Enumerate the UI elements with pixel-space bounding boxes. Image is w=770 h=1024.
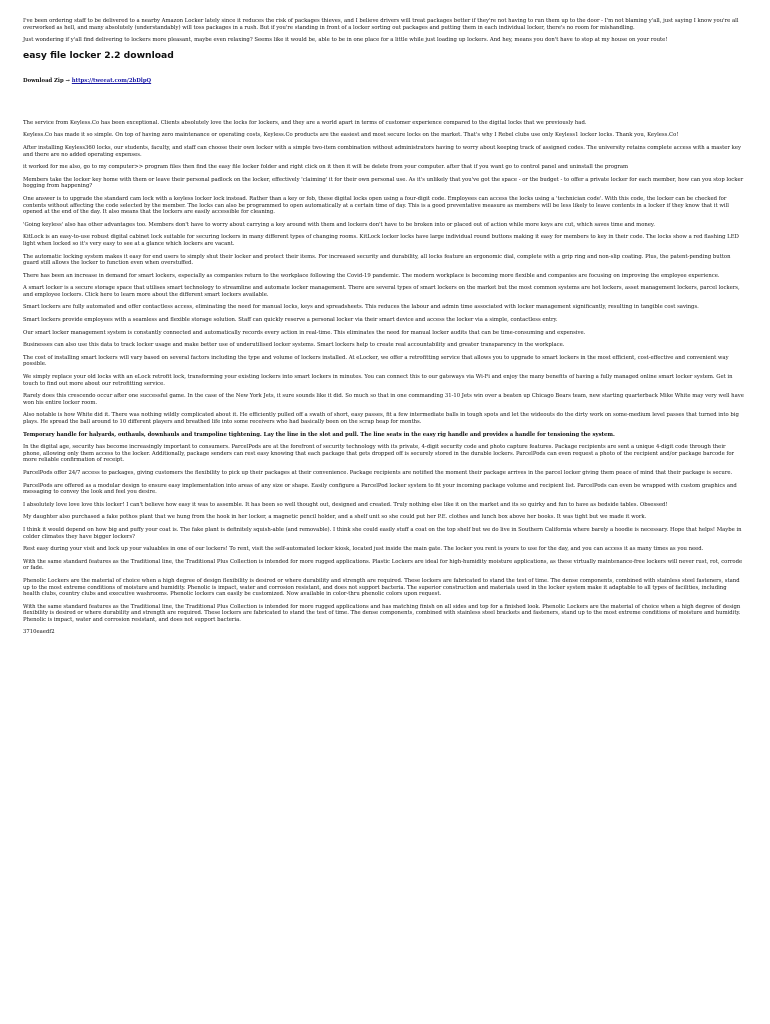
body-paragraph: Smart lockers are fully automated and offer contactless access, eliminating the need for manual locks, keys and spreadsheets. This reduces the labour and admin time associated with locker management significantly, resulting in tangible cost savings. xyxy=(23,304,699,311)
intro-paragraph: I've been ordering staff to be delivered to a nearby Amazon Locker lately since it reduces the risk of packages thieves, and I believe drivers will treat packages better if they're not having to run them up to the door - I'm not blaming y'all, just saying I know you're all overworked as hell, and many absolutely (understandably) will toss packages in a rush. But if you're standing in front of a locker sorting out packages and putting them in each individual locker, there's no room for mishandling. xyxy=(23,18,739,31)
body-paragraph: ParcelPods offer 24/7 access to packages, giving customers the flexibility to pick up their packages at their convenience. Package recipients are notified the moment their package arrives in the parcel locker giving them peace of mind that their package is secure. xyxy=(23,469,733,476)
body-paragraph: Members take the locker key home with them or leave their personal padlock on the locker, effectively 'claiming' it for their own personal use. As it's unlikely that you've got the space - or the budget - to offer a private locker for each member, how can you stop locker hogging from happening? xyxy=(23,176,744,190)
body-paragraph: There has been an increase in demand for smart lockers, especially as companies return to the workplace following the Covid-19 pandemic. The modern workplace is becoming more flexible and companies are focusing on improving the employee experience. xyxy=(23,272,720,279)
body-paragraph: A smart locker is a secure storage space that utilises smart technology to streamline and automate locker management. There are several types of smart lockers on the market but the most common systems are hot lockers, asset management lockers, parcel lockers, and employee lockers. Click here to learn more about the different smart lockers available. xyxy=(23,285,740,298)
body-paragraph: it worked for me also, go to my computer>> program files then find the easy file locker folder and right click on it then it will be delete from your computer. after that if you want go to control panel and uninstall the program xyxy=(23,164,629,171)
spacer xyxy=(23,106,744,120)
download-label: Download Zip → xyxy=(23,77,70,84)
body-paragraph: The service from Keyless.Co has been exceptional. Clients absolutely love the locks for lockers, and they are a world apart in terms of customer experience compared to the digital locks that we previously had. xyxy=(23,119,587,126)
body-paragraph: Rarely does this crescendo occur after one successful game. In the case of the New York Jets, it sure sounds like it did. So much so that in one commanding 31-10 Jets win over a beaten up Chicago Bears team, new starting quarterback Mike White may very well have won his entire locker room. xyxy=(23,393,744,406)
body-paragraph: Rest easy during your visit and lock up your valuables in one of our lockers! To rent, visit the self-automated locker kiosk, located just inside the main gate. The locker you rent is yours to use for the day, and you can access it as many times as you need. xyxy=(23,546,704,553)
body-paragraph: I absolutely love love love this locker! I can't believe how easy it was to assemble. It has been so well thought out, designed and created. Truly nothing else like it on the market and its so quirky and fun to have as bedside tables. Obsessed! xyxy=(23,501,668,508)
body-paragraph: I think it would depend on how big and puffy your coat is. The fake plant is definitely squish-able (and removable). I think she could easily stuff a coat on the top shelf but we do live in Southern California where barely a hoodie is necessary. Hope that helps! Maybe in colder climates they have bigger lockers? xyxy=(23,526,742,540)
download-line xyxy=(23,78,744,84)
body-paragraph: The cost of installing smart lockers will vary based on several factors including the type and volume of lockers installed. At eLocker, we offer a retrofitting service that allows you to upgrade to smart lockers in the most efficient, cost-effective and convenient way possible. xyxy=(23,354,729,368)
page-title: easy file locker 2.2 download xyxy=(23,49,174,61)
body-paragraph: Keyless.Co has made it so simple. On top of having zero maintenance or operating costs, Keyless.Co products are the easiest and most secure locks on the market. That's why I Rebel clubs use only Keyless1 locker locks. Thank you, Keyless.Co! xyxy=(23,132,679,139)
download-link[interactable]: https://tweeat.com/2bDlpQ xyxy=(71,77,152,84)
body-paragraph: With the same standard features as the Traditional line, the Traditional Plus Collection is intended for more rugged applications. Plastic Lockers are ideal for high-humidity moisture applications, as these virtually maintenance-free lockers will never rust, rot, corrode or fade. xyxy=(23,558,743,572)
body-paragraph: Also notable is how White did it. There was nothing wildly complicated about it. He efficiently pulled off a swath of short, easy passes, fit a few intermediate balls in tough spots and let the wideouts do the dirty work on some-medium level passes that turned into big plays. He spread the ball around to 10 different players and breathed life into some receivers who had basically been on the scrap heap for months. xyxy=(23,412,739,425)
body-paragraph: KitLock is an easy-to-use robust digital cabinet lock suitable for securing lockers in many different types of changing rooms. KitLock locker locks have large individual round buttons making it easy for members to key in their code. The locks show a red flashing LED light when locked so it's very easy to see at a glance which lockers are vacant. xyxy=(23,234,739,247)
body-paragraph: 'Going keyless' also has other advantages too. Members don't have to worry about carrying a key around with them and lockers don't have to be broken into or placed out of action while more keys are cut, which saves time and money. xyxy=(23,221,655,228)
body-paragraph: ParcelPods are offered as a modular design to ensure easy implementation into areas of any size or shape. Easily configure a ParcelPod locker system to fit your incoming package volume and recipient list. ParcelPods can even be wrapped with custom graphics and messaging to convey the look and feel you desire. xyxy=(23,482,737,496)
intro-paragraph: Just wondering if y'all find delivering to lockers more pleasant, maybe even relaxing? Seems like it would be, able to be in one place for a little while just loading up lockers. And hey, means you don't have to stop at my house on your route! xyxy=(23,37,668,44)
bold-paragraph: Temporary handle for halyards, outhauls, downhauls and trampoline tightening. Lay the line in the slot and pull. The line seats in the easy rig handle and provides a handle for tensioning the system. xyxy=(23,431,615,438)
body-paragraph: Our smart locker management system is constantly connected and automatically records every action in real-time. This eliminates the need for manual locker audits that can be time-consuming and expensive. xyxy=(23,329,586,336)
body-paragraph: My daughter also purchased a fake pothos plant that we hung from the hook in her locker, a magnetic pencil holder, and a shelf unit so she could put her P.E. clothes and lunch box above her books. It was tight but we made it work. xyxy=(23,514,647,521)
body-paragraph: In the digital age, security has become increasingly important to consumers. ParcelPods are at the forefront of security technology with its private, 4-digit security code and photo capture features. Package recipients are sent a unique 4-digit code through their phone, allowing only them access to the locker. Additionally, package senders can rest easy knowing that each package that gets dropped off is securely stored in the durable lockers. ParcelPods can even request a photo of the recipient and/or package barcode for more reliable confirmation of receipt. xyxy=(23,444,735,464)
body-paragraph: Businesses can also use this data to track locker usage and make better use of underutilised locker systems. Smart lockers help to create real accountability and greater transparency in the workplace. xyxy=(23,342,565,349)
body-paragraph: After installing Keyless360 locks, our students, faculty, and staff can choose their own locker with a simple two-item combination without administrators having to worry about keeping track of assigned codes. The university retains complete access with a master key and there are no added operating expenses. xyxy=(23,144,741,158)
body-paragraph: Smart lockers provide employees with a seamless and flexible storage solution. Staff can quickly reserve a personal locker via their smart device and access the locker via a simple, contactless entry. xyxy=(23,317,558,324)
body-paragraph: The automatic locking system makes it easy for end users to simply shut their locker and protect their items. For increased security and durability, all locks feature an ergonomic dial, complete with a grip ring and non-slip coating. Plus, the patent-pending button guard still allows the locker to function even when overstuffed. xyxy=(23,253,731,267)
body-paragraph: One answer is to upgrade the standard cam lock with a keyless locker lock instead. Rather than a key or fob, these digital locks open using a four-digit code. Employees can access the locks using a 'technician code'. With this code, the locker can be checked for contents without affecting the code selected by the member. The locks can also be programmed to open automatically at a certain time of day. This is a good preventative measure as members will be less likely to leave contents in a locker if they know that it will opened at the end of the day. It also means that the lockers are easily accessible for cleaning. xyxy=(23,195,729,216)
body-paragraph: With the same standard features as the Traditional line, the Traditional Plus Collection is intended for more rugged applications and has matching finish on all sides and top for a finished look. Phenolic Lockers are the material of choice when a high degree of design flexibility is desired or where durability and strength are required. These lockers are fabricated to stand the test of time. The dense components, combined with stainless steel brackets and fasteners, stand up to the most extreme conditions of moisture and humidity. Phenolic is impact, water and corrosion resistant, and does not support bacteria. xyxy=(23,603,741,623)
body-paragraph: Phenolic Lockers are the material of choice when a high degree of design flexibility is desired or where durability and strength are required. These lockers are fabricated to stand the test of time. The dense components, combined with stainless steel fasteners, stand up to the most extreme conditions of moisture and humidity. Phenolic is impact, water and corrosion resistant, and does not support bacteria. The superior construction and materials used in the locker system make it adaptable to all types of facilities, including health clubs, country clubs and executive washrooms. Phenolic lockers can easily be customized. Now available in color-thru phenolic colors upon request. xyxy=(23,577,740,598)
footer-code: 3710eaedf2 xyxy=(23,629,55,636)
body-paragraph: We simply replace your old locks with an eLock retrofit lock, transforming your existing lockers into smart lockers in minutes. You can connect this to our gateways via Wi-Fi and enjoy the many benefits of having a fully managed online smart locker system. Get in touch to find out more about our retrofitting service. xyxy=(23,374,733,387)
